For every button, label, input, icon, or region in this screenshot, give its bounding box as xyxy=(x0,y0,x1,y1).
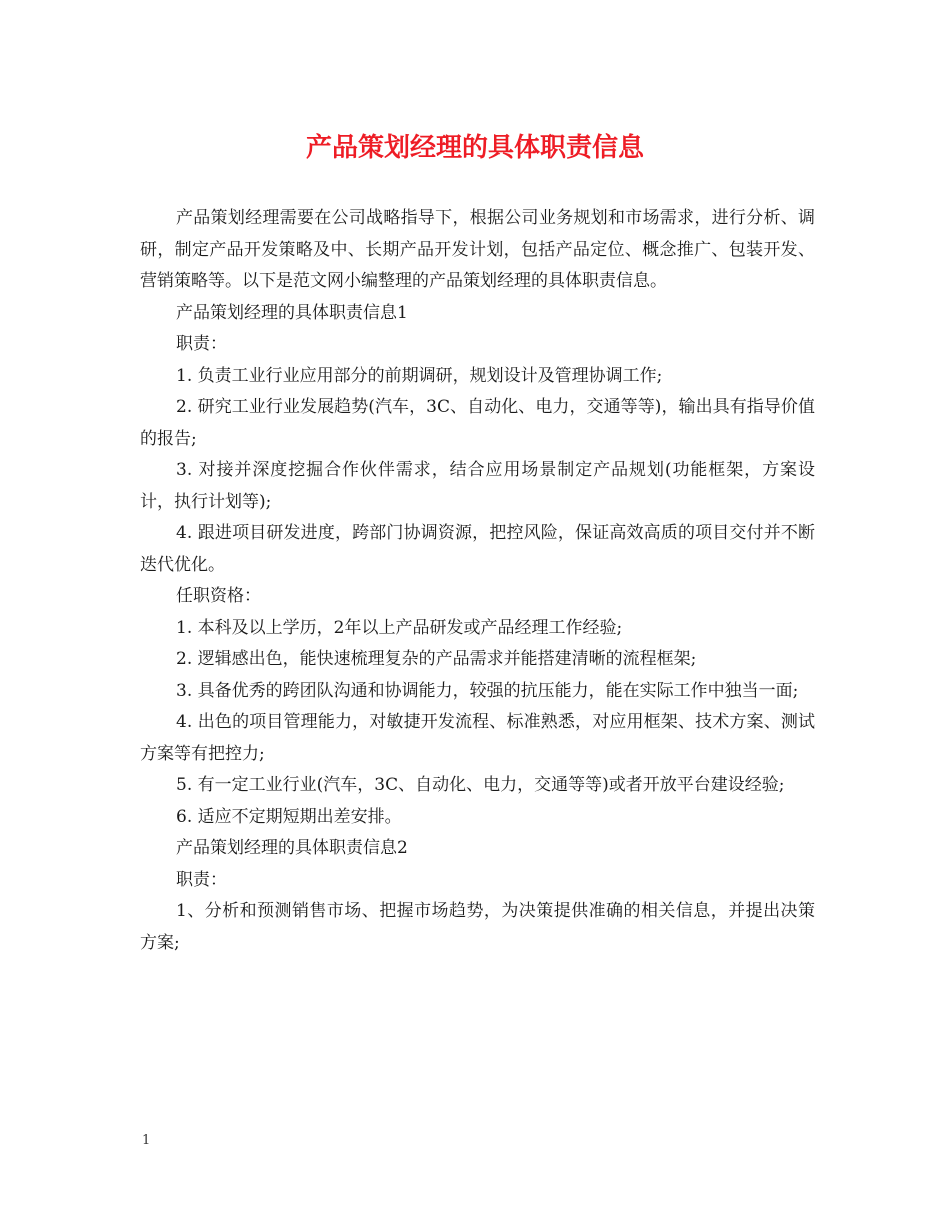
list-item: 1、分析和预测销售市场、把握市场趋势，为决策提供准确的相关信息，并提出决策方案; xyxy=(140,901,815,953)
label-qualifications: 任职资格： xyxy=(176,586,261,606)
list-item: 6. 适应不定期短期出差安排。 xyxy=(176,806,402,827)
list-item: 2. 研究工业行业发展趋势(汽车，3C、自动化、电力，交通等等)，输出具有指导价值的报告; xyxy=(140,397,815,449)
page-number: 1 xyxy=(142,1133,151,1148)
section-heading-1: 产品策划经理的具体职责信息1 xyxy=(176,302,408,323)
paragraph-intro: 产品策划经理需要在公司战略指导下，根据公司业务规划和市场需求，进行分析、调研，制定产品开发策略及中、长期产品开发计划，包括产品定位、概念推广、包装开发、营销策略等。以下是范文网小编整理的产品策划经理的具体职责信息。 xyxy=(140,208,815,291)
list-item: 2. 逻辑感出色，能快速梳理复杂的产品需求并能搭建清晰的流程框架; xyxy=(176,649,697,669)
section-heading-2: 产品策划经理的具体职责信息2 xyxy=(176,838,408,858)
list-item: 4. 出色的项目管理能力，对敏捷开发流程、标准熟悉，对应用框架、技术方案、测试方案等有把控力; xyxy=(140,712,815,764)
label-responsibilities: 职责： xyxy=(176,869,227,890)
list-item: 4. 跟进项目研发进度，跨部门协调资源，把控风险，保证高效高质的项目交付并不断迭代优化。 xyxy=(140,523,815,575)
label-responsibilities: 职责： xyxy=(176,334,227,354)
document-body xyxy=(140,203,815,959)
document-title: 产品策划经理的具体职责信息 xyxy=(305,133,644,163)
list-item: 3. 具备优秀的跨团队沟通和协调能力，较强的抗压能力，能在实际工作中独当一面; xyxy=(176,680,799,701)
list-item: 5. 有一定工业行业(汽车，3C、自动化、电力，交通等等)或者开放平台建设经验; xyxy=(176,775,785,795)
list-item: 1. 本科及以上学历，2年以上产品研发或产品经理工作经验; xyxy=(176,617,623,638)
list-item: 1. 负责工业行业应用部分的前期调研，规划设计及管理协调工作; xyxy=(176,365,663,386)
list-item: 3. 对接并深度挖掘合作伙伴需求，结合应用场景制定产品规划(功能框架，方案设计，执行计划等); xyxy=(140,460,815,512)
